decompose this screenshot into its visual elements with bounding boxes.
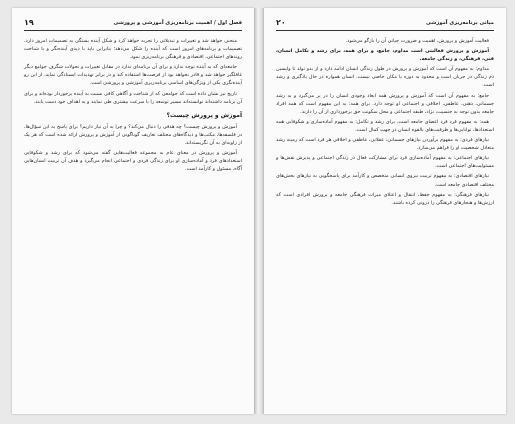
- right-page-body: [264, 31, 506, 207]
- left-page-header: [24, 16, 242, 31]
- paragraph: نیازهای اقتصادی: به مفهوم تربیت نیروی انسانی متخصص و کارآمد برای پاسخگویی به نیازهای بخش‌های مختلف اقتصادی جامعه است.: [276, 173, 494, 188]
- book-gutter: [254, 8, 264, 414]
- paragraph: نیازهای فرهنگی: به مفهوم حفظ، انتقال و اعتلای میراث فرهنگی جامعه و پرورش افرادی است که ارزش‌ها و هنجارهای فرهنگی را درونی کرده باشند.: [276, 191, 494, 206]
- paragraph: همه: به مفهوم فرد فرد اعضای جامعه است، برای رشد و تکامل: به مفهوم آماده‌سازی و شکوفایی همه استعدادها، توانایی‌ها و ظرفیت‌های بالقوه انسان در جهت کمال است.: [276, 118, 494, 133]
- paragraph: منحنی خواهد شد و تغییرات و تبدیلاتی را تجربه خواهد کرد و شکل آینده بستگی به تصمیمات امروز دارد. تصمیمات و برنامه‌های امروز است که آینده را شکل می‌دهد؛ بنابراین باید با دیدی آینده‌نگر و با شناخت روندهای اجتماعی، اقتصادی و فرهنگی برنامه‌ریزی نمود.: [24, 38, 242, 61]
- left-page-body: [12, 31, 254, 173]
- paragraph: جامع: به مفهوم آن است که آموزش و پرورش همه ابعاد وجودی انسان را در بر می‌گیرد و به رشد جسمانی، ذهنی، عاطفی، اخلاقی و اجتماعی او توجه دارد. برای همه: به این مفهوم است که همه افراد جامعه بدون توجه به جنسیت، نژاد، طبقه اجتماعی و محل سکونت حق برخورداری از آن را دارند.: [276, 92, 494, 115]
- right-page-header: [276, 16, 494, 31]
- section-heading: آموزش و پرورش چیست؟: [166, 111, 242, 119]
- paragraph: نیازهای فردی: به مفهوم برآوردن نیازهای جسمانی، عقلانی، عاطفی و اخلاقی هر فرد است که زمینه رشد متعادل شخصیت او را فراهم می‌سازد.: [276, 137, 494, 152]
- left-page: [12, 8, 254, 414]
- paragraph: نیازهای اجتماعی: به مفهوم آماده‌سازی فرد برای مشارکت فعال در زندگی اجتماعی و پذیرش نقش‌ها و مسئولیت‌های اجتماعی است.: [276, 155, 494, 170]
- definition-paragraph: آموزش و پرورش فعالیتی است مداوم، جامع، و برای همه، برای رشد و تکامل انسان، فنی، فرهنگی، و زندگی جامعه.: [276, 48, 494, 63]
- paragraph: آموزش و پرورش در معنای عام به مجموعه فعالیت‌هایی گفته می‌شود که برای رشد و شکوفایی استعدادهای فرد و آماده‌سازی او برای زندگی فردی و اجتماعی انجام می‌گیرد و هدف آن تربیت انسان‌هایی آگاه، مسئول و کارآمد است.: [24, 150, 242, 173]
- paragraph: فعالیت آموزش و پرورش، اهمیت و ضرورت حیاتی آن را بازگو می‌شود.: [345, 38, 489, 44]
- right-page: [264, 8, 506, 414]
- left-page-number: ۱۹: [24, 18, 34, 27]
- left-page-running-title: فصل اول / اهمیت برنامه‌ریزی آموزشی و پرورشی: [113, 20, 242, 26]
- paragraph: تاریخ نیز نشان داده است که جوامعی که از شناخت و آگاهی کافی نسبت به آینده برخوردار بوده‌اند و برای آن برنامه داشته‌اند توانسته‌اند مسیر توسعه را با سرعت بیشتری طی نمایند و به اهداف خود دست یابند.: [24, 90, 242, 105]
- right-page-number: ۲۰: [276, 18, 286, 27]
- paragraph: آموزش و پرورش چیست؟ چه هدفی را دنبال می‌کند؟ و چرا به آن نیاز داریم؟ برای پاسخ به این سؤال‌ها، در فلسفه‌ها، مکتب‌ها و دیدگاه‌های مختلف تعاریف گوناگونی از آموزش و پرورش ارائه شده است که هر یک از زاویه‌ای به آن نگریسته‌اند.: [24, 123, 242, 147]
- paragraph: جامعه‌ای که به آینده توجه ندارد و برای آن برنامه‌ای ندارد در مقابل تغییرات و تحولات شگرف جوامع دیگر غافلگیر خواهد شد و قادر نخواهد بود از فرصت‌ها استفاده کند و در برابر تهدیدات ایستادگی نماید. از این رو آینده‌نگری یکی از ویژگی‌های اساسی برنامه‌ریزی آموزشی و پرورشی است.: [24, 64, 242, 87]
- paragraph: مداوم: به مفهوم آن است که آموزش و پرورش در طول زندگی انسان ادامه دارد و از بدو تولد تا واپسین دم زندگی در جریان است و محدود به دوره یا مکان خاصی نیست. انسان همواره در حال یادگیری و رشد است.: [276, 66, 494, 89]
- right-page-running-title: مبانی برنامه‌ریزی آموزشی: [425, 20, 494, 26]
